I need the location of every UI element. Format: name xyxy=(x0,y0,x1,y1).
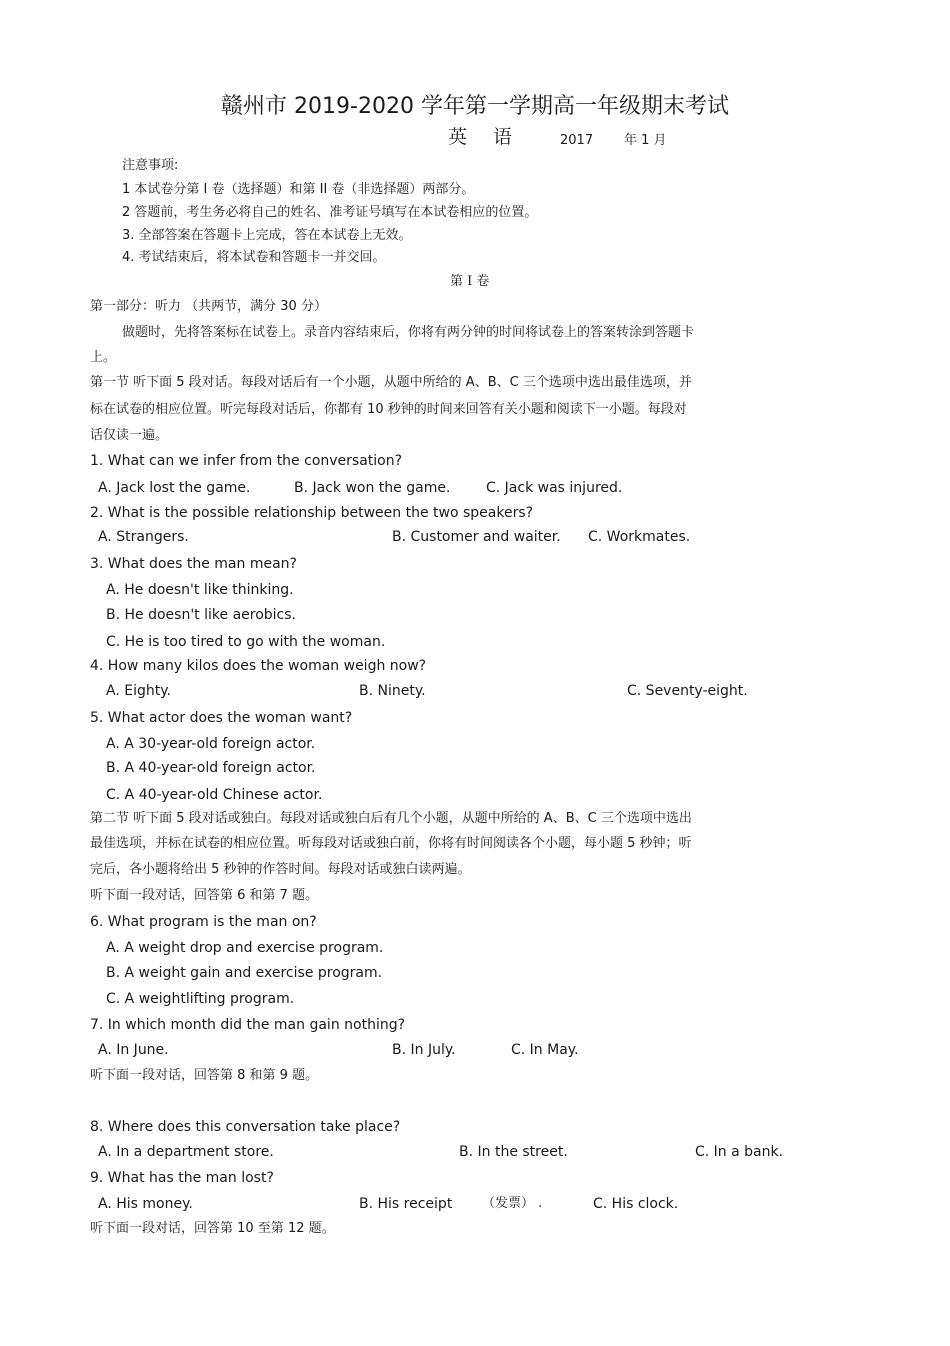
option-a: A. A weight drop and exercise program. xyxy=(106,940,384,956)
listening-direction: 听下面一段对话，回答第 6 和第 7 题。 xyxy=(90,888,319,903)
note-item: 1 本试卷分第 I 卷（选择题）和第 II 卷（非选择题）两部分。 xyxy=(122,182,475,197)
option-c: C. A 40-year-old Chinese actor. xyxy=(106,787,323,803)
option-b: B. He doesn't like aerobics. xyxy=(106,607,296,623)
option-a: A. Strangers. xyxy=(98,529,189,545)
option-b: B. A 40-year-old foreign actor. xyxy=(106,760,316,776)
section1-instruction: 第一节 听下面 5 段对话。每段对话后有一个小题，从题中所给的 A、B、C 三个选项中选出最佳选项，并 xyxy=(90,375,692,390)
question-stem: 1. What can we infer from the conversation? xyxy=(90,453,403,469)
option-b: B. Jack won the game. xyxy=(294,480,451,496)
question-stem: 6. What program is the man on? xyxy=(90,914,317,930)
question-stem: 8. Where does this conversation take place? xyxy=(90,1119,401,1135)
section2-instruction: 第二节 听下面 5 段对话或独白。每段对话或独白后有几个小题，从题中所给的 A、B、C 三个选项中选出 xyxy=(90,811,692,826)
option-a: A. A 30-year-old foreign actor. xyxy=(106,736,316,752)
option-a: A. His money. xyxy=(98,1196,193,1212)
option-c: C. Seventy-eight. xyxy=(627,683,748,699)
question-stem: 4. How many kilos does the woman weigh now? xyxy=(90,658,427,674)
part1-heading: 第一部分：听力 （共两节，满分 30 分） xyxy=(90,299,327,314)
volume-heading: 第 I 卷 xyxy=(450,274,490,289)
option-c: C. In May. xyxy=(511,1042,579,1058)
listening-direction: 听下面一段对话，回答第 8 和第 9 题。 xyxy=(90,1068,319,1083)
section1-instruction: 话仅读一遍。 xyxy=(90,428,169,443)
option-a: A. In June. xyxy=(98,1042,169,1058)
note-item: 3. 全部答案在答题卡上完成，答在本试卷上无效。 xyxy=(122,228,412,243)
part1-instruction: 上。 xyxy=(90,350,117,365)
note-item: 2 答题前，考生务必将自己的姓名、准考证号填写在本试卷相应的位置。 xyxy=(122,205,538,220)
option-b-note: （发票） . xyxy=(482,1196,543,1211)
option-b: B. Customer and waiter. xyxy=(392,529,561,545)
option-c: C. In a bank. xyxy=(695,1144,784,1160)
section1-instruction: 标在试卷的相应位置。听完每段对话后，你都有 10 秒钟的时间来回答有关小题和阅读下一小题。每段对 xyxy=(90,402,687,417)
option-c: C. Jack was injured. xyxy=(486,480,623,496)
exam-title: 赣州市 2019-2020 学年第一学期高一年级期末考试 xyxy=(221,94,729,119)
note-item: 4. 考试结束后，将本试卷和答题卡一并交回。 xyxy=(122,250,386,265)
option-b: B. In July. xyxy=(392,1042,456,1058)
option-b: B. His receipt xyxy=(359,1196,453,1212)
notes-heading: 注意事项: xyxy=(122,158,179,173)
option-a: A. He doesn't like thinking. xyxy=(106,582,294,598)
option-a: A. Eighty. xyxy=(106,683,171,699)
question-stem: 5. What actor does the woman want? xyxy=(90,710,353,726)
option-b: B. In the street. xyxy=(459,1144,568,1160)
option-a: A. In a department store. xyxy=(98,1144,274,1160)
section2-instruction: 最佳选项，并标在试卷的相应位置。听每段对话或独白前，你将有时间阅读各个小题，每小题 5 秒钟；听 xyxy=(90,836,692,851)
section2-instruction: 完后，各小题将给出 5 秒钟的作答时间。每段对话或独白读两遍。 xyxy=(90,862,471,877)
listening-direction: 听下面一段对话，回答第 10 至第 12 题。 xyxy=(90,1221,335,1236)
option-b: B. Ninety. xyxy=(359,683,426,699)
option-c: C. His clock. xyxy=(593,1196,679,1212)
option-b: B. A weight gain and exercise program. xyxy=(106,965,383,981)
exam-year: 2017 xyxy=(560,133,594,148)
option-c: C. He is too tired to go with the woman. xyxy=(106,634,386,650)
exam-month: 年 1 月 xyxy=(624,133,667,148)
option-c: C. A weightlifting program. xyxy=(106,991,295,1007)
question-stem: 9. What has the man lost? xyxy=(90,1170,274,1186)
question-stem: 7. In which month did the man gain nothing? xyxy=(90,1017,406,1033)
part1-instruction: 做题时，先将答案标在试卷上。录音内容结束后，你将有两分钟的时间将试卷上的答案转涂到答题卡 xyxy=(122,325,695,340)
question-stem: 2. What is the possible relationship between the two speakers? xyxy=(90,505,534,521)
subject-label: 英 语 xyxy=(448,126,523,148)
option-a: A. Jack lost the game. xyxy=(98,480,251,496)
option-c: C. Workmates. xyxy=(588,529,691,545)
question-stem: 3. What does the man mean? xyxy=(90,556,297,572)
